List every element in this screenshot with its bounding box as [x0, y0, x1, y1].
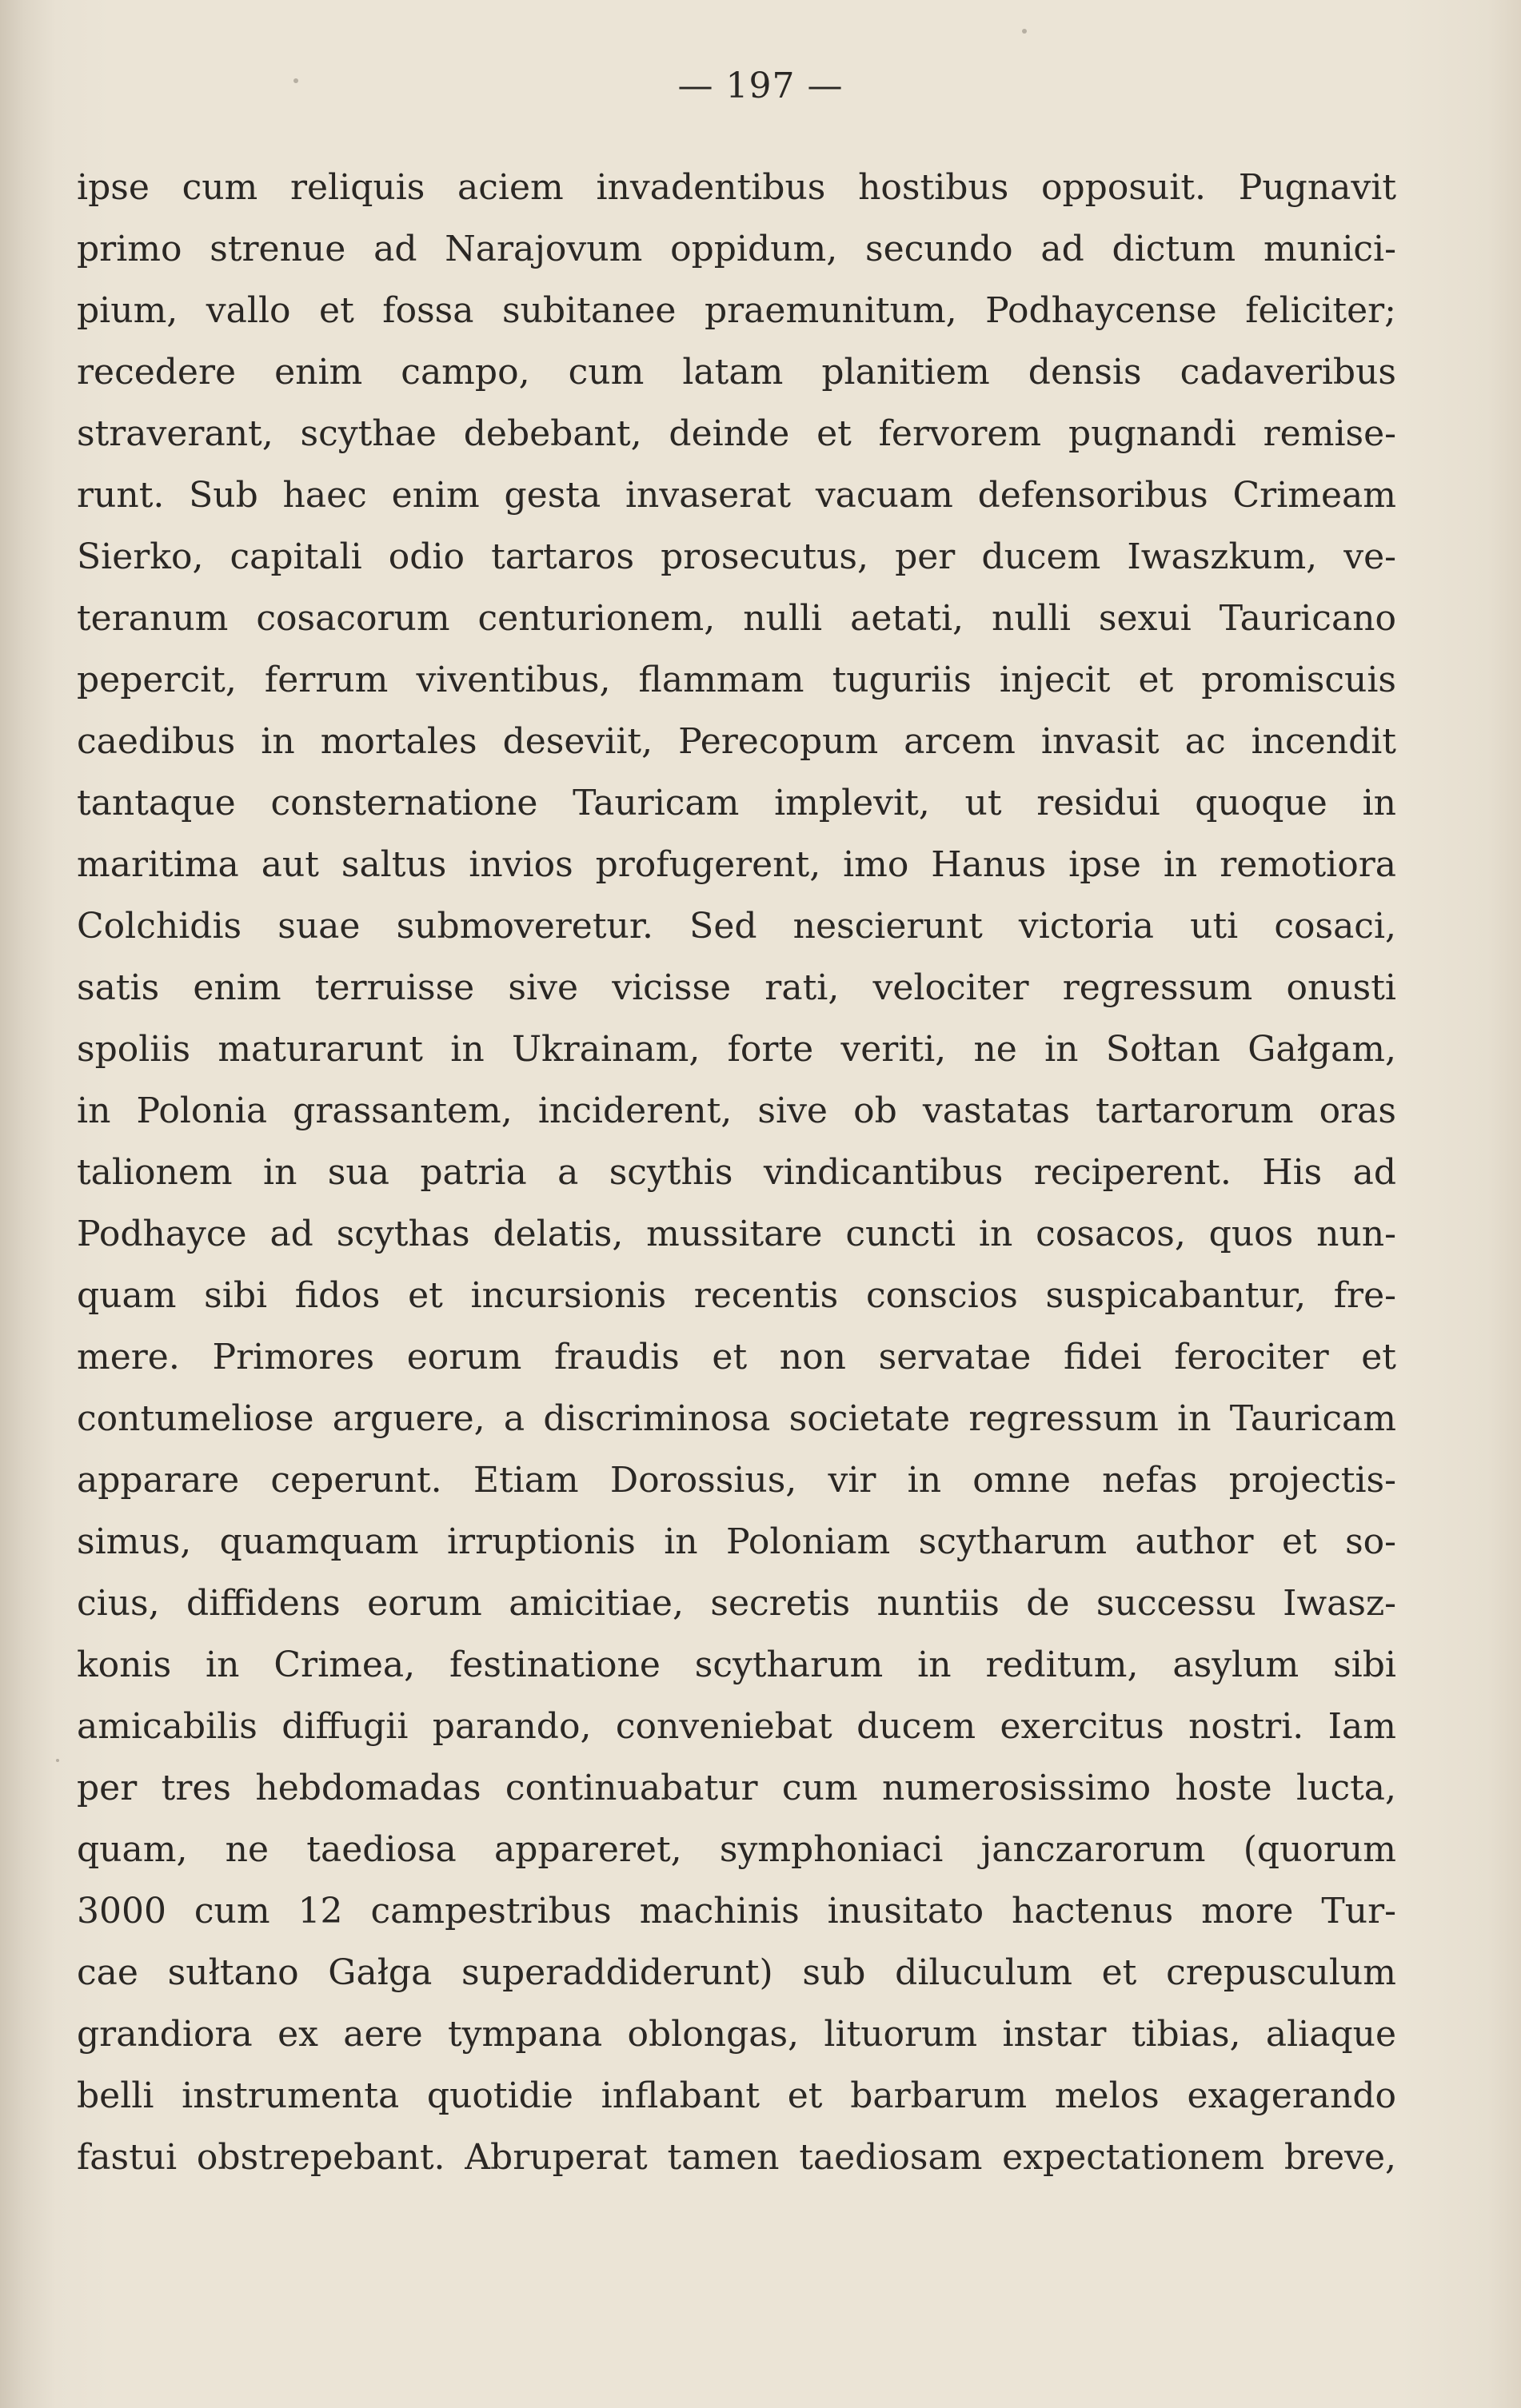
text-line: tantaque consternatione Tauricam implevit, ut residui quoque in — [77, 783, 1396, 823]
text-line: contumeliose arguere, a discriminosa societate regressum in Tauricam — [77, 1398, 1396, 1439]
text-line: cae sułtano Gałga superaddiderunt) sub diluculum et crepusculum — [77, 1952, 1396, 1993]
text-line: pium, vallo et fossa subitanee praemunitum, Podhaycense feliciter; — [77, 290, 1396, 331]
text-line: simus, quamquam irruptionis in Poloniam scytharum author et so- — [77, 1521, 1396, 1562]
text-line: recedere enim campo, cum latam planitiem densis cadaveribus — [77, 352, 1396, 393]
text-line: talionem in sua patria a scythis vindicantibus reciperent. His ad — [77, 1152, 1396, 1193]
text-line: caedibus in mortales deseviit, Perecopum arcem invasit ac incendit — [77, 721, 1396, 762]
text-line: apparare ceperunt. Etiam Dorossius, vir in omne nefas projectis- — [77, 1460, 1396, 1501]
text-line: amicabilis diffugii parando, conveniebat ducem exercitus nostri. Iam — [77, 1706, 1396, 1747]
text-line: in Polonia grassantem, inciderent, sive ob vastatas tartarorum oras — [77, 1090, 1396, 1131]
page-number: — 197 — — [677, 66, 844, 106]
text-line: per tres hebdomadas continuabatur cum numerosissimo hoste lucta, — [77, 1768, 1396, 1808]
text-line: 3000 cum 12 campestribus machinis inusitato hactenus more Tur- — [77, 1891, 1396, 1932]
text-line: ipse cum reliquis aciem invadentibus hostibus opposuit. Pugnavit — [77, 167, 1396, 208]
ink-speck — [56, 1759, 59, 1762]
text-line: konis in Crimea, festinatione scytharum in reditum, asylum sibi — [77, 1645, 1396, 1685]
text-line: teranum cosacorum centurionem, nulli aetati, nulli sexui Tauricano — [77, 598, 1396, 639]
text-line: cius, diffidens eorum amicitiae, secretis nuntiis de successu Iwasz- — [77, 1583, 1396, 1624]
text-line: runt. Sub haec enim gesta invaserat vacuam defensoribus Crimeam — [77, 475, 1396, 516]
text-line: straverant, scythae debebant, deinde et fervorem pugnandi remise- — [77, 413, 1396, 454]
text-line: satis enim terruisse sive vicisse rati, velociter regressum onusti — [77, 967, 1396, 1008]
text-line: grandiora ex aere tympana oblongas, lituorum instar tibias, aliaque — [77, 2014, 1396, 2055]
text-line: maritima aut saltus invios profugerent, imo Hanus ipse in remotiora — [77, 844, 1396, 885]
text-line: mere. Primores eorum fraudis et non servatae fidei ferociter et — [77, 1337, 1396, 1377]
text-line: spoliis maturarunt in Ukrainam, forte veriti, ne in Sołtan Gałgam, — [77, 1029, 1396, 1070]
text-line: Podhayce ad scythas delatis, mussitare cuncti in cosacos, quos nun- — [77, 1214, 1396, 1254]
text-line: quam sibi fidos et incursionis recentis conscios suspicabantur, fre- — [77, 1275, 1396, 1316]
text-line: fastui obstrepebant. Abruperat tamen taediosam expectationem breve, — [77, 2137, 1396, 2178]
text-line: Sierko, capitali odio tartaros prosecutus, per ducem Iwaszkum, ve- — [77, 536, 1396, 577]
ink-speck — [1022, 29, 1027, 34]
text-line: pepercit, ferrum viventibus, flammam tuguriis injecit et promiscuis — [77, 660, 1396, 700]
text-line: belli instrumenta quotidie inflabant et barbarum melos exagerando — [77, 2075, 1396, 2116]
body-text — [77, 157, 1396, 2188]
text-line: primo strenue ad Narajovum oppidum, secundo ad dictum munici- — [77, 229, 1396, 269]
text-line: quam, ne taediosa appareret, symphoniaci janczarorum (quorum — [77, 1829, 1396, 1870]
text-line: Colchidis suae submoveretur. Sed nescierunt victoria uti cosaci, — [77, 906, 1396, 947]
